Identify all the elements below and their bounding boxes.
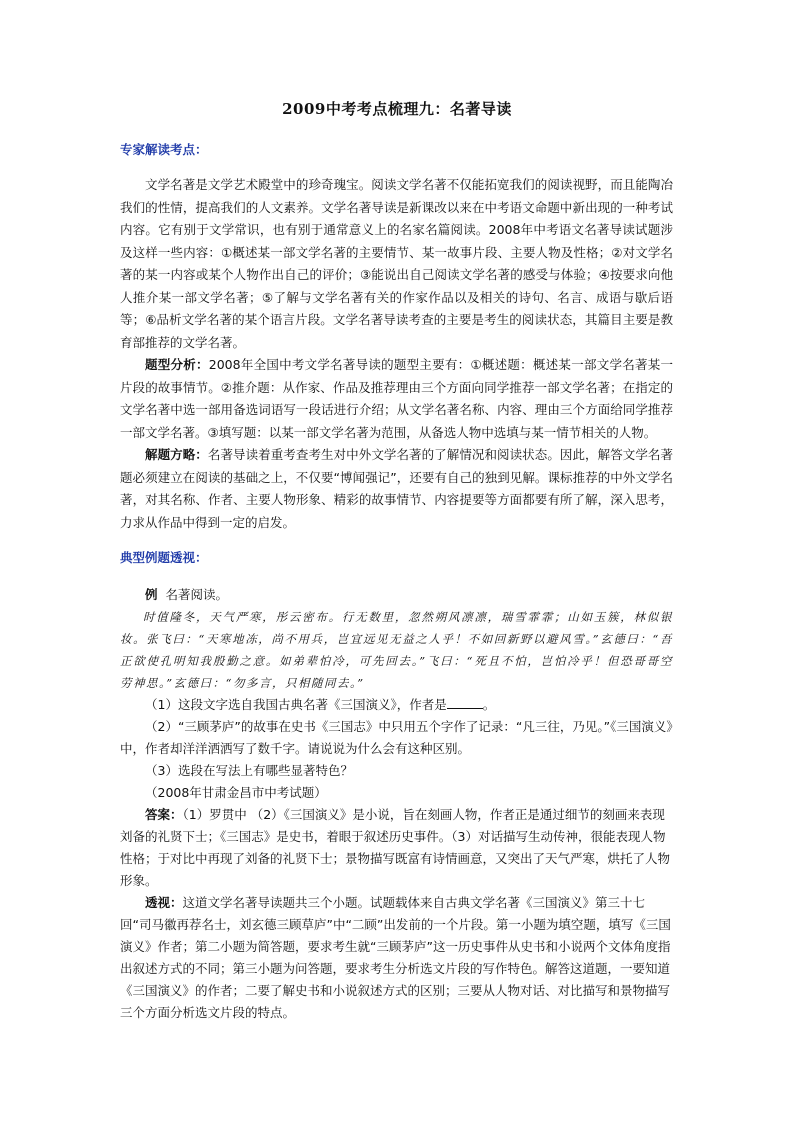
example-block <box>120 584 673 1024</box>
label-question-types: 题型分析： <box>145 357 209 372</box>
paragraph-intro: 文学名著是文学艺术殿堂中的珍奇瑰宝。阅读文学名著不仅能拓宽我们的阅读视野，而且能陶冶我们的性情，提高我们的人文素养。文学名著导读是新课改以来在中考语文命题中新出现的一种考试内容。它有别于文学常识，也有别于通常意义上的名家名篇阅读。2008年中考语文名著导读试题涉及这样一些内容：①概述某一部文学名著的主要情节、某一故事片段、主要人物及性格；②对文学名著的某一内容或某个人物作出自己的评价；③能说出自己阅读文学名著的感受与体验；④按要求向他人推介某一部文学名著；⑤了解与文学名著有关的作家作品以及相关的诗句、名言、成语与歇后语等；⑥品析文学名著的某个语言片段。文学名著导读考查的主要是考生的阅读状态，其篇目主要是教育部推荐的文学名著。 <box>120 177 673 350</box>
answer-blank <box>447 696 483 709</box>
paragraph-question-types <box>120 354 673 444</box>
example-intro: 名著阅读。 <box>165 587 228 602</box>
question-2: （2）“三顾茅庐”的故事在史书《三国志》中只用五个字作了记录：“凡三往，乃见。”《三国演义》中，作者却洋洋洒洒写了数千字。请说说为什么会有这种区别。 <box>120 719 673 756</box>
expert-analysis <box>120 174 673 534</box>
answer-text: （1）罗贯中 （2）《三国演义》是小说，旨在刻画人物，作者正是通过细节的刻画来表现刘备的礼贤下士；《三国志》是史书，着眼于叙述历史事件。（3）对话描写生动传神，很能表现人物性格；于对比中再现了刘备的礼贤下士；景物描写既富有诗情画意，又突出了天气严寒，烘托了人物形象。 <box>120 807 671 888</box>
text-strategy: 名著导读着重考查考生对中外文学名著的了解情况和阅读状态。因此，解答文学名著题必须建立在阅读的基础之上，不仅要“博闻强记”，还要有自己的独到见解。课标推荐的中外文学名著，对其名称、作者、主要人物形象、精彩的故事情节、内容提要等方面都要有所了解，深入思考，力求从作品中得到一定的启发。 <box>120 447 673 530</box>
classical-passage: 时值隆冬，天气严寒，彤云密布。行无数里，忽然朔风凛凛，瑞雪霏霏；山如玉簇，林似银妆。张飞曰：“天寒地冻，尚不用兵，岂宜远见无益之人乎！不如回新野以避风雪。”玄德曰：“吾正欲使孔明知我殷勤之意。如弟辈怕冷，可先回去。”飞曰：“死且不怕，岂怕冷乎！但恐哥哥空劳神思。”玄德曰：“勿多言，只相随同去。” <box>120 610 673 690</box>
label-strategy: 解题方略： <box>145 447 208 462</box>
section-heading-examples: 典型例题透视： <box>120 550 208 565</box>
question-1 <box>120 694 673 716</box>
answer-paragraph <box>120 804 673 892</box>
page-title: 2009中考考点梳理九：名著导读 <box>282 100 512 118</box>
question-source: （2008年甘肃金昌市中考试题） <box>145 785 327 800</box>
analysis-paragraph <box>120 892 673 1024</box>
answer-label: 答案： <box>145 807 183 822</box>
question-1-end: 。 <box>482 697 496 712</box>
question-1-text: （1）这段文字选自我国古典名著《三国演义》，作者是 <box>145 697 447 712</box>
analysis-label: 透视： <box>145 895 183 910</box>
question-3: （3）选段在写法上有哪些显著特色？ <box>145 763 353 778</box>
paragraph-strategy <box>120 444 673 534</box>
analysis-text: 这道文学名著导读题共三个小题。试题载体来自古典文学名著《三国演义》第三十七回“司马徽再荐名士，刘玄德三顾草庐”中“二顾”出发前的一个片段。第一小题为填空题，填写《三国演义》作者；第二小题为简答题，要求考生就“三顾茅庐”这一历史事件从史书和小说两个文体角度指出叙述方式的不同；第三小题为问答题，要求考生分析选文片段的写作特色。解答这道题，一要知道《三国演义》的作者；二要了解史书和小说叙述方式的区别；三要从人物对话、对比描写和景物描写三个方面分析选文片段的特点。 <box>120 895 671 1020</box>
section-heading-expert: 专家解读考点： <box>120 142 208 157</box>
example-label: 例 <box>145 587 158 602</box>
example-heading <box>120 584 673 606</box>
text-question-types: 2008年全国中考文学名著导读的题型主要有：①概述题：概述某一部文学名著某一片段的故事情节。②推介题：从作家、作品及推荐理由三个方面向同学推荐一部文学名著；在指定的文学名著中选一部用备选词语写一段话进行介绍；从文学名著名称、内容、理由三个方面给同学推荐一部文学名著。③填写题：以某一部文学名著为范围，从备选人物中选填与某一情节相关的人物。 <box>120 357 673 440</box>
